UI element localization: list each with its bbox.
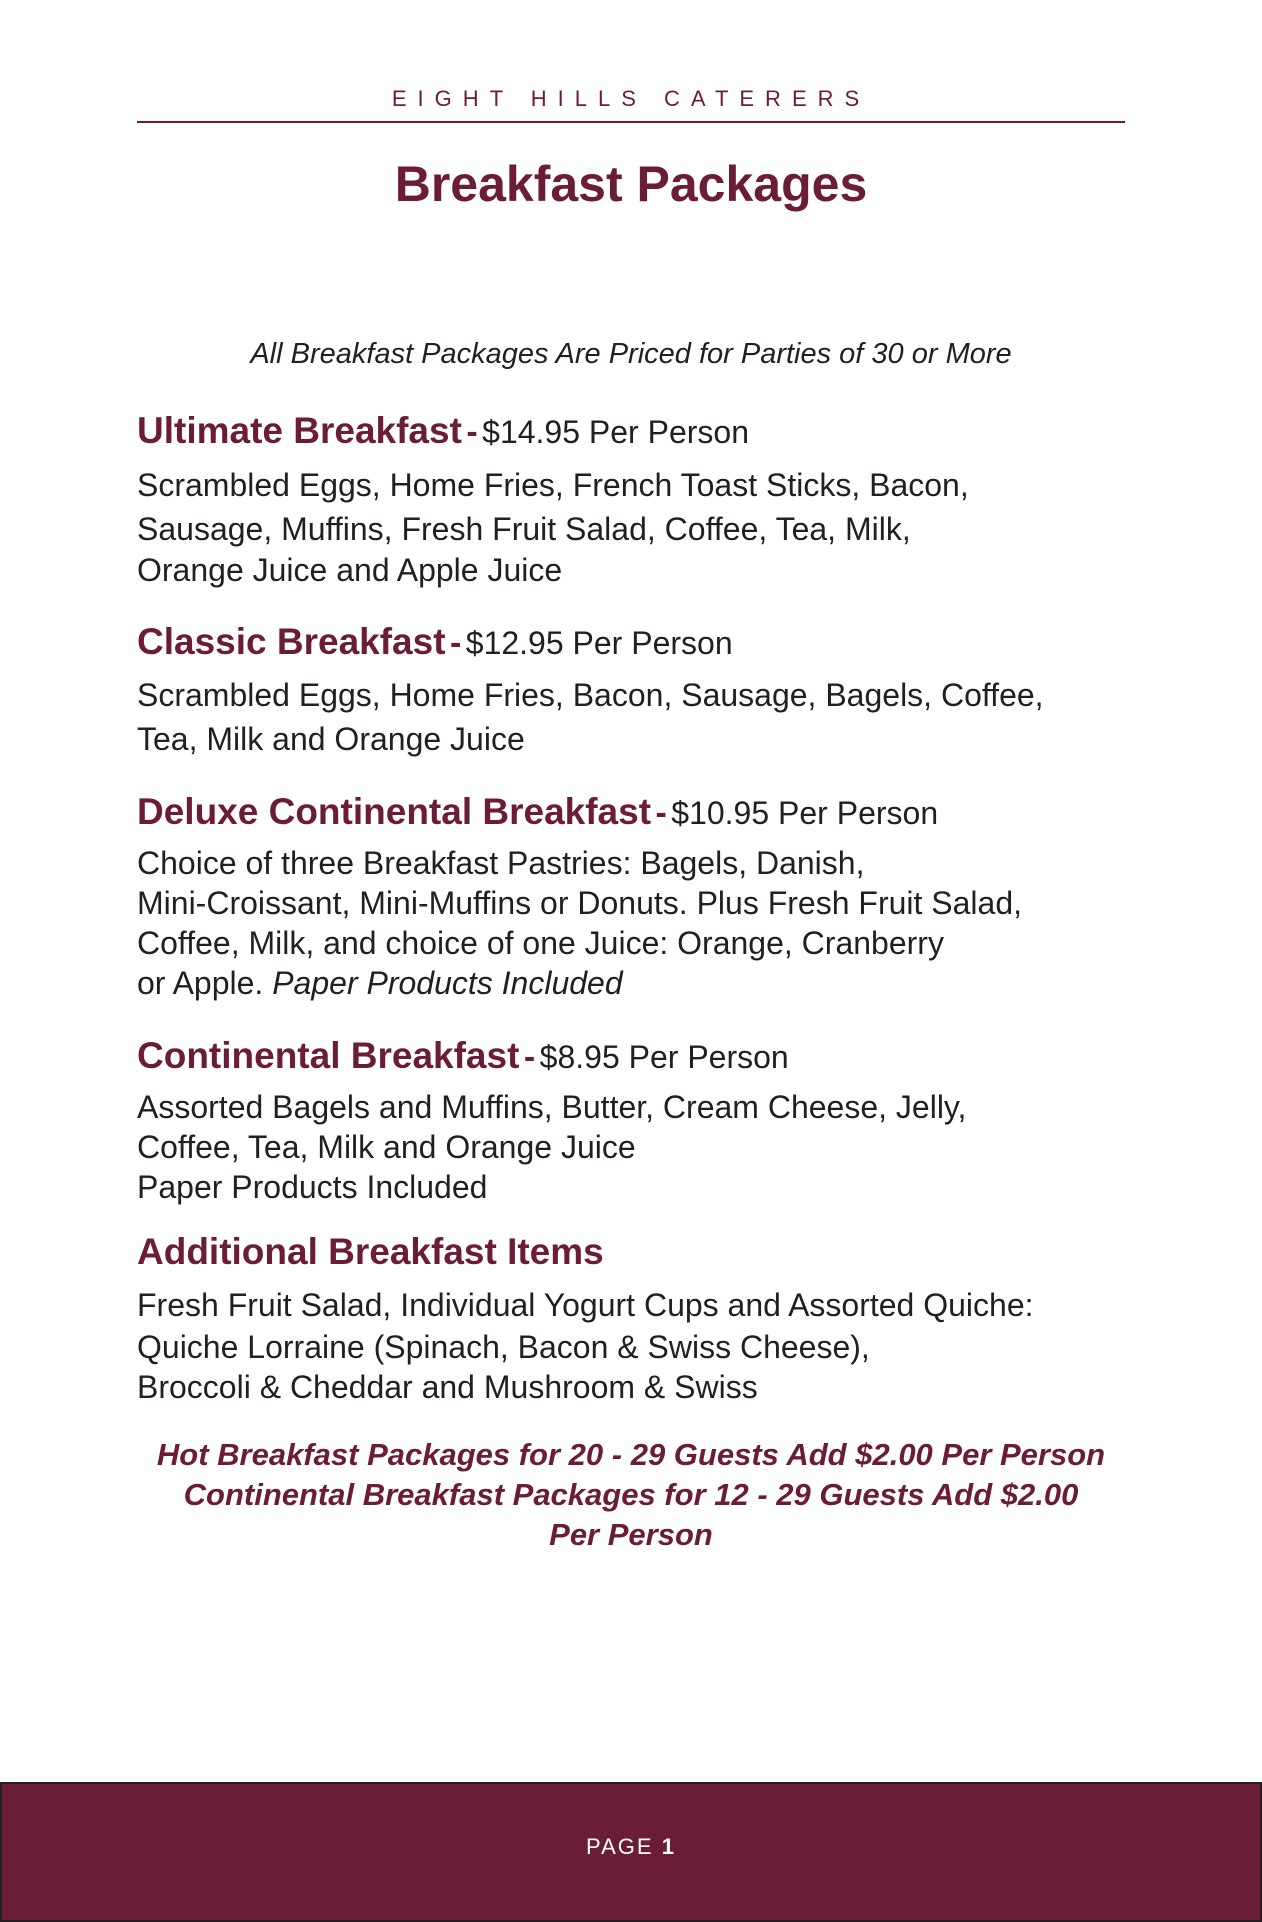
package-description-line: Fresh Fruit Salad, Individual Yogurt Cups and Assorted Quiche:: [137, 1287, 1034, 1323]
package-description-line: [137, 963, 1097, 1003]
package-separator: -: [655, 794, 667, 832]
package-heading: [137, 789, 1097, 843]
package-price: $8.95 Per Person: [539, 1039, 789, 1075]
pricing-notes: [0, 1435, 1262, 1555]
package-description-line: Scrambled Eggs, Home Fries, French Toast Sticks, Bacon,: [137, 467, 969, 503]
package-description-line: Tea, Milk and Orange Juice: [137, 721, 525, 757]
page-label: PAGE: [586, 1834, 654, 1859]
package-name: Classic Breakfast: [137, 621, 446, 662]
package-description-line: Orange Juice and Apple Juice: [137, 552, 563, 588]
package-heading: [137, 1033, 1097, 1087]
package-description-line: Sausage, Muffins, Fresh Fruit Salad, Coffee, Tea, Milk,: [137, 511, 911, 547]
pricing-note: Hot Breakfast Packages for 20 - 29 Guests Add $2.00 Per Person: [156, 1437, 1106, 1472]
package-description-line: Choice of three Breakfast Pastries: Bagels, Danish,: [137, 845, 865, 881]
package-italic-note: Paper Products Included: [272, 965, 623, 1001]
header-rule: [137, 121, 1125, 123]
package-separator: -: [466, 413, 478, 451]
package-separator: -: [449, 624, 462, 662]
package-continental-breakfast: [137, 1033, 1097, 1207]
package-heading: [137, 408, 1097, 462]
package-price: $10.95 Per Person: [671, 795, 939, 831]
page-number: 1: [661, 1834, 676, 1859]
pricing-note: Continental Breakfast Packages for 12 - 29 Guests Add $2.00: [183, 1477, 1079, 1512]
package-deluxe-continental-breakfast: [137, 789, 1097, 1003]
page-footer: [0, 1782, 1262, 1922]
package-description-line: Scrambled Eggs, Home Fries, Bacon, Sausage, Bagels, Coffee,: [137, 677, 1044, 713]
package-ultimate-breakfast: [137, 408, 1097, 590]
package-description-line: Paper Products Included: [137, 1169, 488, 1205]
package-description-line: Assorted Bagels and Muffins, Butter, Cream Cheese, Jelly,: [137, 1089, 967, 1125]
additional-breakfast-items: [137, 1229, 1097, 1407]
package-description-line: Mini-Croissant, Mini-Muffins or Donuts. Plus Fresh Fruit Salad,: [137, 885, 1023, 921]
package-description-line: Broccoli & Cheddar and Mushroom & Swiss: [137, 1369, 758, 1405]
package-name: Ultimate Breakfast: [137, 410, 462, 451]
page-indicator: [2, 1832, 1260, 1862]
package-name: Additional Breakfast Items: [137, 1231, 604, 1272]
pricing-note: Per Person: [549, 1517, 713, 1552]
package-name: Deluxe Continental Breakfast: [137, 791, 652, 832]
package-description-line: Quiche Lorraine (Spinach, Bacon & Swiss Cheese),: [137, 1329, 870, 1365]
header-brand: EIGHT HILLS CATERERS: [391, 86, 871, 111]
package-description-text: or Apple.: [137, 965, 264, 1001]
package-price: $14.95 Per Person: [482, 414, 749, 450]
subtitle: All Breakfast Packages Are Priced for Parties of 30 or More: [250, 338, 1012, 370]
package-heading: [137, 1229, 1097, 1283]
package-name: Continental Breakfast: [137, 1035, 520, 1076]
package-description-line: Coffee, Milk, and choice of one Juice: Orange, Cranberry: [137, 925, 944, 961]
page-title: Breakfast Packages: [394, 156, 868, 212]
package-heading: [137, 619, 1097, 673]
package-classic-breakfast: [137, 619, 1097, 761]
package-description-line: Coffee, Tea, Milk and Orange Juice: [137, 1129, 636, 1165]
package-price: $12.95 Per Person: [465, 625, 733, 661]
package-separator: -: [523, 1038, 536, 1076]
